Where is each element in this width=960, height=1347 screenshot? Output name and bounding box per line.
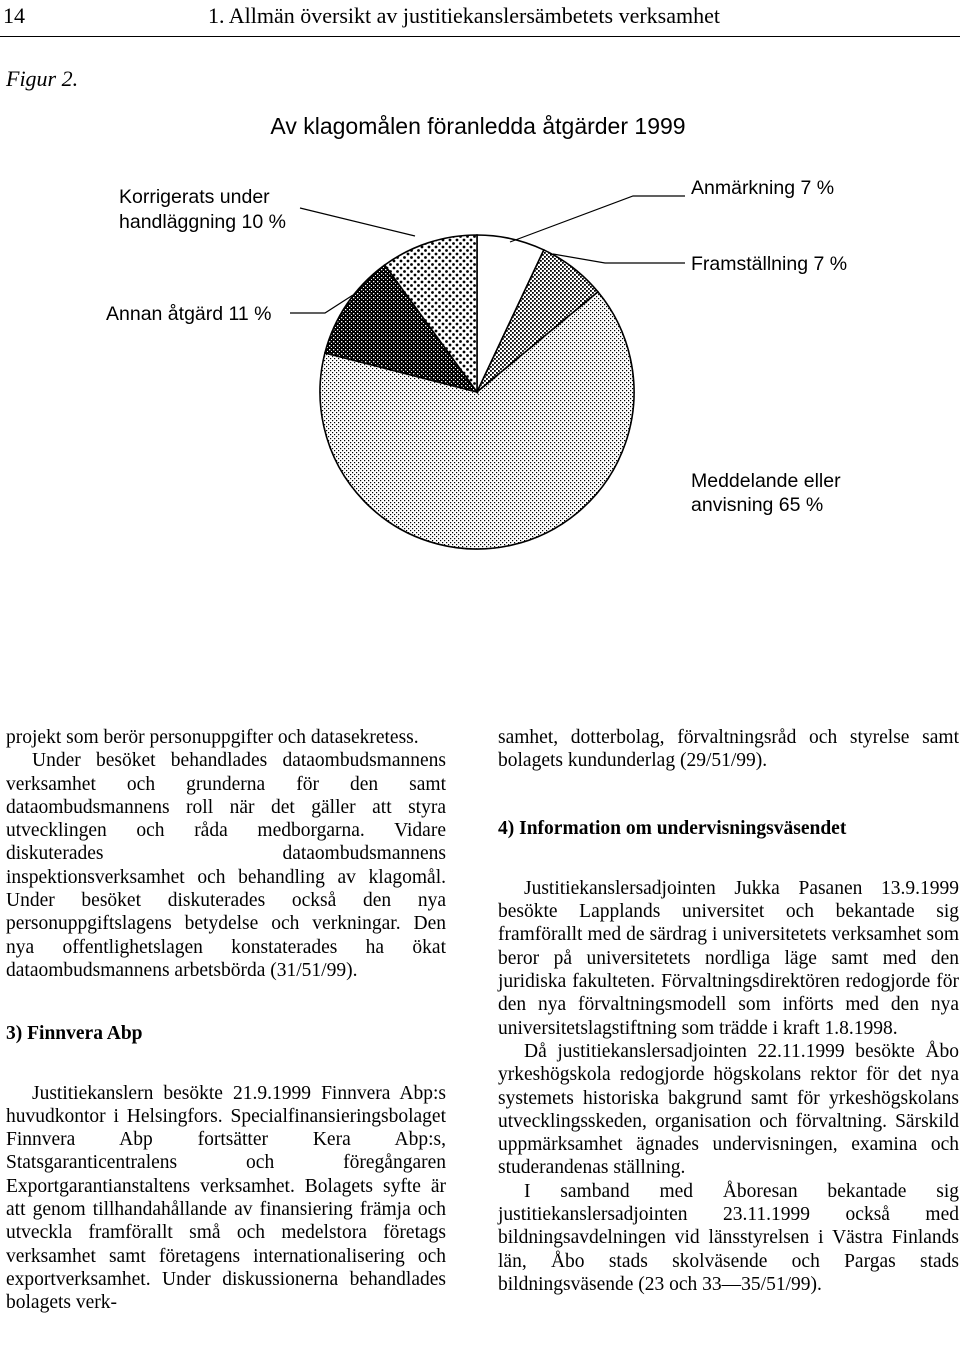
- figure-label: Figur 2.: [6, 66, 79, 91]
- section-heading: 3) Finnvera Abp: [6, 1023, 143, 1045]
- leader-anmarkning: [510, 196, 685, 242]
- slice-label-korrigerats-line1: Korrigerats under: [119, 186, 270, 208]
- slice-label-meddelande-line2: anvisning 65 %: [691, 494, 824, 516]
- paragraph: Under besöket behandlades dataombudsmannens verksamhet och grunderna för den samt dataombudsmannens roll när det gäller att styra utvecklingen och råda medborgarna. Vidare diskuterades dataombudsmannens inspektionsverksamhet och behandling av klagomål. Under besöket diskuterades också den nya personuppgiftslagens betydelse och verkningar. Den nya offentlighetslagen konstaterades ha ökat dataombudsmannens arbetsbörda (31/51/99).: [6, 750, 446, 981]
- leader-framstallning: [553, 254, 685, 263]
- chapter-title: 1. Allmän översikt av justitiekanslersämbetets verksamhet: [208, 3, 720, 28]
- section-heading: 4) Information om undervisningsväsendet: [498, 817, 847, 839]
- paragraph: Justitiekanslern besökte 21.9.1999 Finnvera Abp:s huvudkontor i Helsingfors. Specialfinansieringsbolaget Finnvera Abp fortsätter Kera Abp:s, Statsgaranticentralens och föregångaren Exportgarantianstaltens verksamhet. Bolagets syfte är att genom tillhandahållande av finansiering främja och utveckla framförallt små och medelstora företags verksamhet samt företagens internationalisering och exportverksamhet. Under diskussionerna behandlades bolagets verk-: [6, 1082, 446, 1314]
- slice-label-annan: Annan åtgärd 11 %: [106, 303, 272, 325]
- slice-label-meddelande-line1: Meddelande eller: [691, 470, 841, 492]
- slice-label-framstallning: Framställning 7 %: [691, 253, 848, 275]
- slice-label-anmarkning: Anmärkning 7 %: [691, 177, 835, 199]
- paragraph: samhet, dotterbolag, förvaltningsråd och styrelse samt bolagets kundunderlag (29/51/99).: [498, 727, 959, 772]
- left-column: [6, 726, 446, 1315]
- page-number: 14: [3, 3, 25, 28]
- leader-korrigerats: [300, 208, 415, 236]
- right-column: [498, 726, 959, 1296]
- paragraph: I samband med Åboresan bekantade sig justitiekanslersadjointen 23.11.1999 också med bildningsavdelningen vid länsstyrelsen i Västra Finlands län, Åbo stads skolväsende och Pargas stads bildningsväsende (23 och 33—35/51/99).: [498, 1180, 959, 1295]
- paragraph: Då justitiekanslersadjointen 22.11.1999 besökte Åbo yrkeshögskola redogjorde högskolans rektor för det nya systemets historiska bakgrund samt för yrkeshögskolans utvecklingsskeden, organisation och förvaltning. Särskild uppmärksamhet ägnades undervisningen, examina och studerandenas ställning.: [498, 1040, 959, 1179]
- paragraph: projekt som berör personuppgifter och datasekretess.: [6, 727, 419, 748]
- paragraph: Justitiekanslersadjointen Jukka Pasanen 13.9.1999 besökte Lapplands universitet och bekantade sig framförallt med de särdrag i universitetets verksamhet som beror på universitetets nordliga läge samt med den juridiska fakulteten. Förvaltningsdirektören redogjorde för den nya förvaltningsmodell som införts med den nya universitetslagstiftning som trädde i kraft 1.8.1998.: [498, 877, 959, 1039]
- slice-label-korrigerats-line2: handläggning 10 %: [119, 211, 286, 233]
- chart-title: Av klagomålen föranledda åtgärder 1999: [270, 113, 686, 139]
